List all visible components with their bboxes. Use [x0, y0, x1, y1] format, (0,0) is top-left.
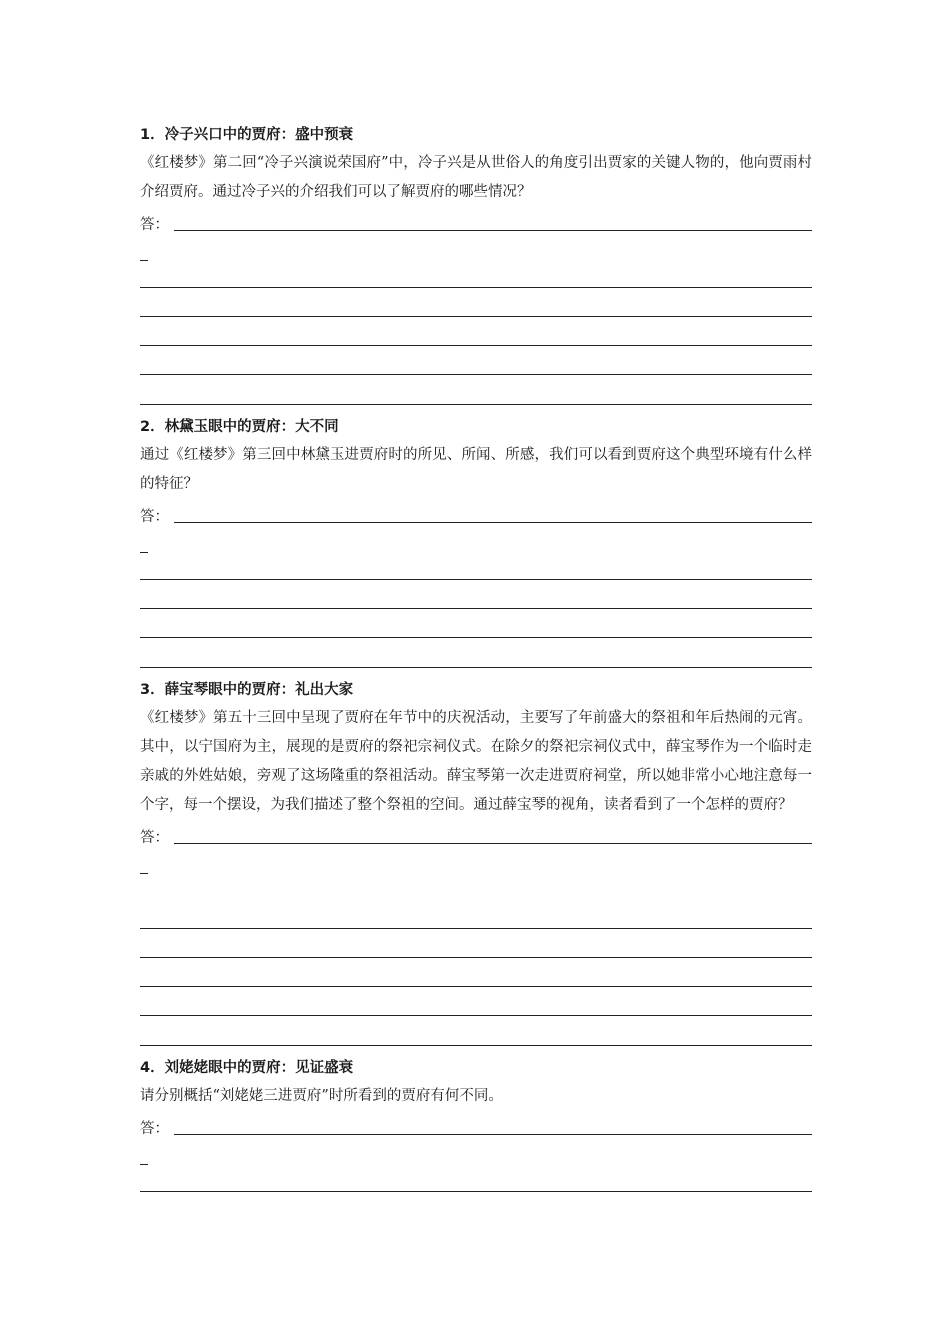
answer-line[interactable]: [140, 608, 812, 609]
answer-row: [140, 1111, 812, 1140]
answer-line-stub: [140, 260, 148, 261]
answer-line[interactable]: [140, 957, 812, 958]
answer-label: 答：: [140, 509, 169, 525]
answer-line[interactable]: [140, 1191, 812, 1192]
answer-label: 答：: [140, 217, 169, 233]
answer-line[interactable]: [140, 1015, 812, 1016]
answer-line[interactable]: [174, 1134, 812, 1135]
answer-row: [140, 207, 812, 236]
answer-label: 答：: [140, 830, 169, 846]
question-heading: 1．冷子兴口中的贾府：盛中预衰: [140, 127, 354, 143]
answer-line-stub: [140, 1164, 148, 1165]
question-heading: 2．林黛玉眼中的贾府：大不同: [140, 419, 339, 435]
answer-line[interactable]: [140, 579, 812, 580]
answer-line[interactable]: [140, 637, 812, 638]
question-text: 请分别概括“刘姥姥三进贾府”时所看到的贾府有何不同。: [140, 1088, 503, 1104]
question-heading: 4．刘姥姥眼中的贾府：见证盛衰: [140, 1060, 354, 1076]
answer-line[interactable]: [140, 287, 812, 288]
answer-line[interactable]: [140, 1045, 812, 1046]
question-heading: 3．薛宝琴眼中的贾府：礼出大家: [140, 682, 354, 698]
question-section-1: [140, 125, 812, 261]
question-text: 通过《红楼梦》第三回中林黛玉进贾府时的所见、所闻、所感，我们可以看到贾府这个典型环境有什么样的特征？: [140, 447, 812, 492]
answer-label: 答：: [140, 1121, 169, 1137]
answer-line[interactable]: [140, 986, 812, 987]
answer-line-stub: [140, 552, 148, 553]
answer-line[interactable]: [174, 843, 812, 844]
answer-line-stub: [140, 873, 148, 874]
answer-row: [140, 820, 812, 849]
answer-line[interactable]: [140, 345, 812, 346]
question-section-4: [140, 1058, 812, 1165]
answer-line[interactable]: [140, 928, 812, 929]
answer-row: [140, 499, 812, 528]
question-section-3: [140, 680, 812, 874]
question-text: 《红楼梦》第五十三回中呈现了贾府在年节中的庆祝活动，主要写了年前盛大的祭祖和年后热闹的元宵。其中，以宁国府为主，展现的是贾府的祭祀宗祠仪式。在除夕的祭祀宗祠仪式中，薛宝琴作为一个临时走亲戚的外姓姑娘，旁观了这场隆重的祭祖活动。薛宝琴第一次走进贾府祠堂，所以她非常小心地注意每一个字，每一个摆设，为我们描述了整个祭祖的空间。通过薛宝琴的视角，读者看到了一个怎样的贾府？: [140, 710, 812, 813]
question-text: 《红楼梦》第二回“冷子兴演说荣国府”中，冷子兴是从世俗人的角度引出贾家的关键人物的，他向贾雨村介绍贾府。通过冷子兴的介绍我们可以了解贾府的哪些情况？: [140, 155, 812, 200]
question-section-2: [140, 417, 812, 553]
answer-line[interactable]: [140, 316, 812, 317]
answer-line[interactable]: [140, 667, 812, 668]
answer-line[interactable]: [140, 404, 812, 405]
answer-line[interactable]: [140, 374, 812, 375]
answer-line[interactable]: [174, 522, 812, 523]
answer-line[interactable]: [174, 230, 812, 231]
